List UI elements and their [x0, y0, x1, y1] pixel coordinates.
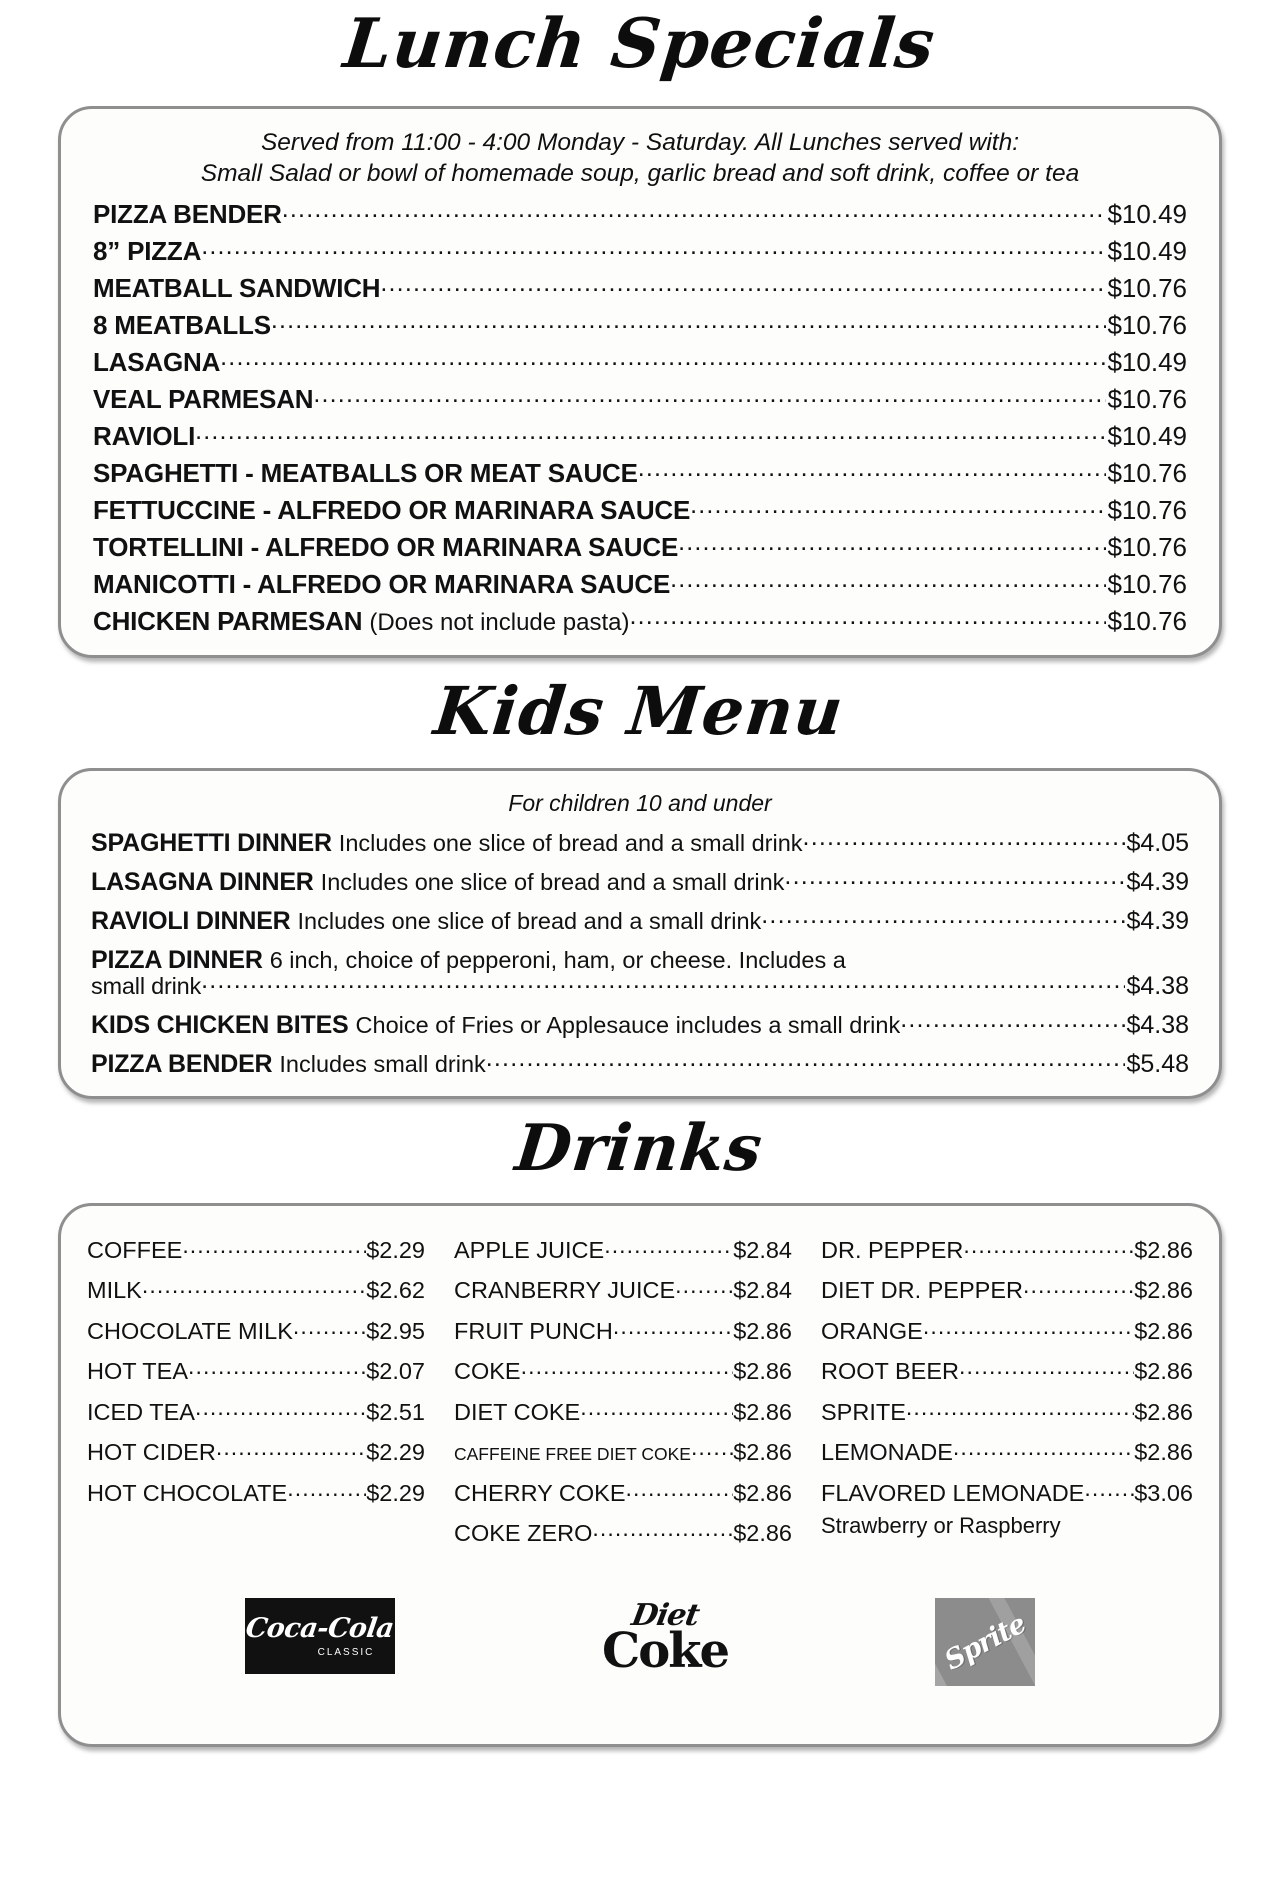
menu-item-description: Choice of Fries or Applesauce includes a small drink: [355, 1012, 901, 1039]
menu-item-price: $10.76: [1107, 273, 1187, 304]
drink-item-name: CHOCOLATE MILK: [87, 1317, 293, 1344]
drink-item-row: [87, 1473, 425, 1514]
dot-leader: [953, 1444, 1134, 1460]
dot-leader: [630, 614, 1107, 630]
dot-leader: [675, 1282, 733, 1298]
dot-leader: [963, 1242, 1134, 1258]
dot-leader: [271, 318, 1107, 334]
menu-item-name: RAVIOLI DINNER: [91, 907, 291, 936]
dot-leader: [900, 1017, 1125, 1033]
drink-item-price: $2.84: [733, 1236, 792, 1263]
lunch-specials-panel: [58, 106, 1222, 658]
drink-item-name: LEMONADE: [821, 1439, 953, 1466]
lunch-item-row: [93, 455, 1187, 492]
menu-item-name: CHICKEN PARMESAN: [93, 606, 363, 637]
dot-leader: [380, 281, 1106, 297]
dot-leader: [638, 466, 1107, 482]
drink-item-name: DIET DR. PEPPER: [821, 1277, 1023, 1304]
drink-item-price: $3.06: [1134, 1479, 1193, 1506]
drink-item-price: $2.86: [733, 1479, 792, 1506]
drink-item-row: [454, 1473, 792, 1514]
drink-item-row: [821, 1392, 1193, 1433]
menu-item-price: $10.76: [1107, 495, 1187, 526]
drink-item-row: [821, 1311, 1193, 1352]
dot-leader: [216, 1444, 366, 1460]
coca-cola-wordmark: Coca-Cola: [244, 1612, 396, 1644]
menu-item-price: $4.38: [1126, 1011, 1189, 1040]
drink-item-name: FLAVORED LEMONADE: [821, 1479, 1085, 1506]
drink-item-price: $2.86: [1134, 1398, 1193, 1425]
dot-leader: [293, 1323, 366, 1339]
lunch-serving-note-line1: Served from 11:00 - 4:00 Monday - Saturday. All Lunches served with:: [260, 129, 1020, 156]
drink-item-name: SPRITE: [821, 1398, 906, 1425]
menu-item-name: RAVIOLI: [93, 421, 196, 452]
coca-cola-classic-tag: CLASSIC: [317, 1646, 375, 1658]
drinks-column-3: [821, 1230, 1193, 1542]
menu-item-name: MEATBALL SANDWICH: [93, 273, 381, 304]
dot-leader: [287, 1485, 366, 1501]
lunch-item-row: [93, 270, 1187, 307]
drink-item-row: [821, 1473, 1193, 1514]
dot-leader: [604, 1242, 733, 1258]
menu-item-name: KIDS CHICKEN BITES: [91, 1011, 349, 1040]
menu-item-name: TORTELLINI - ALFREDO OR MARINARA SAUCE: [93, 532, 679, 563]
drink-item-name: DIET COKE: [454, 1398, 581, 1425]
menu-item-name: 8” PIZZA: [93, 236, 202, 267]
drink-item-name: COKE ZERO: [454, 1520, 593, 1547]
drink-item-name: ROOT BEER: [821, 1358, 959, 1385]
menu-item-description: Includes one slice of bread and a small drink: [320, 869, 785, 896]
drink-item-price: $2.86: [733, 1520, 792, 1547]
drink-item-row: [454, 1311, 792, 1352]
kids-menu-panel: [58, 768, 1222, 1099]
drinks-columns: [87, 1230, 1193, 1554]
lunch-item-row: [93, 492, 1187, 529]
drinks-column-1: [87, 1230, 425, 1514]
drink-item-price: $2.86: [1134, 1317, 1193, 1344]
menu-item-price: $10.49: [1107, 421, 1187, 452]
lunch-item-row: [93, 566, 1187, 603]
drinks-panel: [58, 1203, 1222, 1747]
menu-item-price: $10.49: [1107, 347, 1187, 378]
drinks-title: Drinks: [511, 1111, 767, 1187]
lunch-serving-note: [61, 109, 1219, 192]
dot-leader: [1084, 1485, 1134, 1501]
drink-item-name: APPLE JUICE: [454, 1236, 605, 1263]
menu-item-name: 8 MEATBALLS: [93, 310, 271, 341]
menu-item-name: PIZZA BENDER: [93, 199, 282, 230]
menu-item-price: $10.49: [1107, 236, 1187, 267]
dot-leader: [182, 1242, 366, 1258]
dot-leader: [195, 1404, 366, 1420]
drink-item-price: $2.86: [733, 1317, 792, 1344]
beverage-brand-logos: [87, 1554, 1193, 1726]
drink-item-price: $2.86: [733, 1358, 792, 1385]
dot-leader: [761, 913, 1125, 929]
drink-item-name: ORANGE: [821, 1317, 923, 1344]
dot-leader: [1023, 1282, 1134, 1298]
menu-item-description: Includes small drink: [279, 1051, 486, 1078]
dot-leader: [691, 1444, 733, 1460]
sprite-wordmark: Sprite: [939, 1608, 1031, 1677]
drink-item-price: $2.29: [366, 1236, 425, 1263]
dot-leader: [142, 1282, 366, 1298]
dot-leader: [626, 1485, 734, 1501]
lunch-item-row: [93, 381, 1187, 418]
kids-item-row: [91, 941, 1189, 973]
menu-item-price: $4.39: [1126, 907, 1189, 936]
dot-leader: [580, 1404, 733, 1420]
drink-item-row: [454, 1392, 792, 1433]
drink-item-name: HOT CIDER: [87, 1439, 216, 1466]
kids-item-row: [91, 1006, 1189, 1045]
drink-item-row: [87, 1311, 425, 1352]
drink-item-name: ICED TEA: [87, 1398, 195, 1425]
dot-leader: [486, 1056, 1126, 1072]
drink-item-price: $2.84: [733, 1277, 792, 1304]
dot-leader: [670, 577, 1106, 593]
drink-item-price: $2.51: [366, 1398, 425, 1425]
dot-leader: [220, 355, 1106, 371]
drink-item-row: [87, 1433, 425, 1474]
dot-leader: [923, 1323, 1134, 1339]
dot-leader: [613, 1323, 733, 1339]
menu-item-description: Includes one slice of bread and a small drink: [297, 908, 762, 935]
dot-leader: [592, 1525, 733, 1541]
kids-items-list: [61, 822, 1219, 1096]
flavored-lemonade-note: Strawberry or Raspberry: [821, 1512, 1061, 1538]
menu-item-price: $10.76: [1107, 384, 1187, 415]
dot-leader: [803, 835, 1126, 851]
drink-item-row: [454, 1352, 792, 1393]
drink-item-row: [454, 1271, 792, 1312]
lunch-item-row: [93, 344, 1187, 381]
drink-item-name: FRUIT PUNCH: [454, 1317, 613, 1344]
kids-item-row: [91, 902, 1189, 941]
menu-item-description: 6 inch, choice of pepperoni, ham, or cheese. Includes a: [269, 947, 846, 974]
drink-item-name: COKE: [454, 1358, 521, 1385]
menu-item-price: $5.48: [1126, 1050, 1189, 1079]
lunch-item-row: [93, 529, 1187, 566]
menu-item-name: PIZZA BENDER: [91, 1050, 273, 1079]
drink-item-row: [87, 1392, 425, 1433]
menu-item-price: $10.49: [1107, 199, 1187, 230]
dot-leader: [906, 1404, 1134, 1420]
drink-item-price: $2.29: [366, 1479, 425, 1506]
menu-item-name: LASAGNA: [93, 347, 221, 378]
lunch-serving-note-line2: Small Salad or bowl of homemade soup, garlic bread and soft drink, coffee or tea: [200, 160, 1080, 188]
drink-item-price: $2.86: [1134, 1236, 1193, 1263]
sprite-logo: [935, 1598, 1035, 1686]
menu-item-price: $4.39: [1126, 868, 1189, 897]
lunch-item-row: [93, 233, 1187, 270]
drink-item-row: [87, 1230, 425, 1271]
drink-item-name: CRANBERRY JUICE: [454, 1277, 676, 1304]
drink-item-price: $2.86: [1134, 1277, 1193, 1304]
drink-item-price: $2.07: [366, 1358, 425, 1385]
lunch-item-row: [93, 418, 1187, 455]
drink-item-row: [821, 1271, 1193, 1312]
kids-item-row: [91, 1045, 1189, 1084]
drink-item-name: CHERRY COKE: [454, 1479, 626, 1506]
menu-item-name: LASAGNA DINNER: [91, 868, 314, 897]
diet-coke-coke-word: Coke: [601, 1622, 728, 1679]
dot-leader: [313, 392, 1106, 408]
menu-item-description: (Does not include pasta): [369, 609, 630, 637]
drink-item-name: DR. PEPPER: [821, 1236, 964, 1263]
drink-item-row: [87, 1271, 425, 1312]
drink-item-row: [821, 1352, 1193, 1393]
drink-item-row: [454, 1230, 792, 1271]
dot-leader: [959, 1363, 1134, 1379]
coca-cola-classic-logo: [245, 1598, 395, 1674]
menu-item-name: PIZZA DINNER: [91, 946, 263, 975]
menu-item-price: $10.76: [1107, 458, 1187, 489]
dot-leader: [201, 244, 1106, 260]
menu-item-name: FETTUCCINE - ALFREDO OR MARINARA SAUCE: [93, 495, 691, 526]
drink-item-row: [821, 1433, 1193, 1474]
drink-item-price: $2.86: [733, 1398, 792, 1425]
diet-coke-logo: [585, 1598, 745, 1678]
drink-item-row: [87, 1352, 425, 1393]
menu-item-price: $10.76: [1107, 310, 1187, 341]
kids-age-note: For children 10 and under: [508, 789, 772, 816]
dot-leader: [521, 1363, 734, 1379]
lunch-specials-title: Lunch Specials: [339, 4, 939, 84]
menu-item-name: SPAGHETTI DINNER: [91, 829, 332, 858]
menu-item-name: VEAL PARMESAN: [93, 384, 314, 415]
drink-item-name: CAFFEINE FREE DIET COKE: [454, 1444, 691, 1465]
drink-item-name: MILK: [87, 1277, 142, 1304]
menu-item-price: $10.76: [1107, 569, 1187, 600]
drink-item-price: $2.86: [1134, 1439, 1193, 1466]
menu-item-price: $4.38: [1126, 972, 1189, 1001]
lunch-item-row: [93, 196, 1187, 233]
drink-item-price: $2.86: [733, 1439, 792, 1466]
drink-item-row: [454, 1514, 792, 1555]
drink-item-name: HOT CHOCOLATE: [87, 1479, 288, 1506]
menu-item-name: SPAGHETTI - MEATBALLS OR MEAT SAUCE: [93, 458, 638, 489]
drink-item-price: $2.95: [366, 1317, 425, 1344]
kids-item-row: [91, 824, 1189, 863]
lunch-items-list: [61, 192, 1219, 655]
dot-leader: [188, 1363, 366, 1379]
kids-item-row: [91, 863, 1189, 902]
dot-leader: [678, 540, 1106, 556]
drink-item-price: $2.86: [1134, 1358, 1193, 1385]
lunch-item-row: [93, 603, 1187, 641]
dot-leader: [201, 978, 1125, 994]
dot-leader: [690, 503, 1106, 519]
menu-item-price: $10.76: [1107, 606, 1187, 637]
dot-leader: [784, 874, 1125, 890]
dot-leader: [282, 207, 1107, 223]
menu-item-name: small drink: [91, 973, 202, 1000]
menu-item-name: MANICOTTI - ALFREDO OR MARINARA SAUCE: [93, 569, 671, 600]
drink-item-name: HOT TEA: [87, 1358, 188, 1385]
kids-item-row-continued: [91, 973, 1189, 1006]
lunch-item-row: [93, 307, 1187, 344]
menu-item-description: Includes one slice of bread and a small drink: [338, 830, 803, 857]
drink-item-row: [454, 1433, 792, 1474]
drink-item-price: $2.29: [366, 1439, 425, 1466]
drinks-column-2: [454, 1230, 792, 1554]
menu-item-price: $10.76: [1107, 532, 1187, 563]
drink-item-name: COFFEE: [87, 1236, 183, 1263]
dot-leader: [195, 429, 1106, 445]
drink-item-price: $2.62: [366, 1277, 425, 1304]
kids-menu-title: Kids Menu: [430, 671, 848, 750]
drink-item-row: [821, 1230, 1193, 1271]
menu-item-price: $4.05: [1126, 829, 1189, 858]
diet-coke-diet-word: Diet: [628, 1597, 702, 1633]
